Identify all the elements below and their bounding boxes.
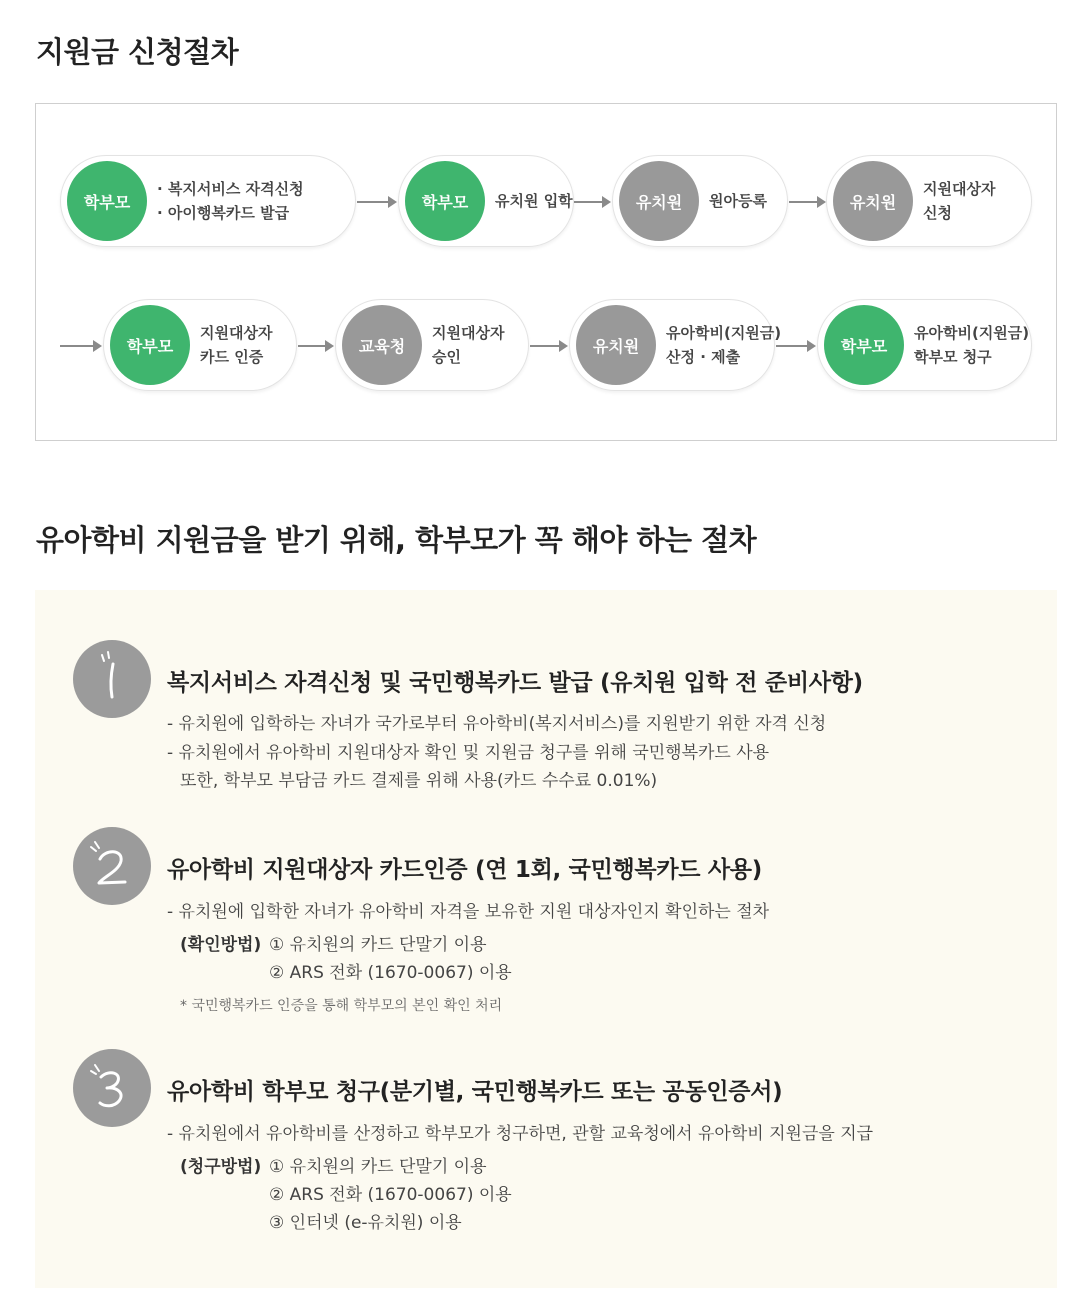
page-title: 지원금 신청절차 xyxy=(36,35,239,69)
actor-badge: 교육청 xyxy=(342,305,422,385)
step-line: · 복지서비스 자격신청 xyxy=(157,180,304,198)
actor-badge: 유치원 xyxy=(833,161,913,241)
method-item: ③ 인터넷 (e-유치원) 이용 xyxy=(269,1213,462,1233)
actor-badge: 학부모 xyxy=(824,305,904,385)
flow-step-2 xyxy=(398,155,574,247)
item-desc: - 유치원에서 유아학비를 산정하고 학부모가 청구하면, 관할 교육청에서 유아학비 지원금을 지급 xyxy=(167,1124,874,1144)
step-line: 학부모 청구 xyxy=(914,348,992,366)
step-number-3-icon xyxy=(73,1049,151,1127)
step-line: 지원대상자 xyxy=(432,324,505,342)
process-flow-box xyxy=(35,103,1057,441)
arrow-right-icon xyxy=(530,345,566,347)
step-line: 원아등록 xyxy=(709,192,767,210)
step-number-1-icon xyxy=(73,640,151,718)
actor-badge: 학부모 xyxy=(405,161,485,241)
method-label: (확인방법) xyxy=(180,935,262,955)
method-item: ① 유치원의 카드 단말기 이용 xyxy=(269,935,487,955)
step-line: 산정 · 제출 xyxy=(666,348,741,366)
actor-badge: 유치원 xyxy=(619,161,699,241)
flow-step-4 xyxy=(826,155,1032,247)
item-title-3: 유아학비 학부모 청구(분기별, 국민행복카드 또는 공동인증서) xyxy=(167,1079,783,1105)
actor-badge: 유치원 xyxy=(576,305,656,385)
item-desc: - 유치원에서 유아학비 지원대상자 확인 및 지원금 청구를 위해 국민행복카드 사용 xyxy=(167,743,770,763)
section-title: 유아학비 지원금을 받기 위해, 학부모가 꼭 해야 하는 절차 xyxy=(36,523,757,557)
step-line: 유아학비(지원금) xyxy=(666,324,782,342)
item-title-2: 유아학비 지원대상자 카드인증 (연 1회, 국민행복카드 사용) xyxy=(167,857,762,883)
method-item: ② ARS 전화 (1670-0067) 이용 xyxy=(269,1185,512,1205)
arrow-right-icon xyxy=(298,345,332,347)
method-item: ① 유치원의 카드 단말기 이용 xyxy=(269,1157,487,1177)
footnote: * 국민행복카드 인증을 통해 학부모의 본인 확인 처리 xyxy=(180,998,503,1014)
arrow-right-icon xyxy=(776,345,814,347)
flow-step-7 xyxy=(569,299,782,391)
step-line: · 아이행복카드 발급 xyxy=(157,204,290,222)
actor-badge: 학부모 xyxy=(67,161,147,241)
flow-step-6 xyxy=(335,299,529,391)
item-title-1: 복지서비스 자격신청 및 국민행복카드 발급 (유치원 입학 전 준비사항) xyxy=(167,670,863,696)
flow-step-1 xyxy=(60,155,356,247)
arrow-right-icon xyxy=(60,345,100,347)
step-line: 카드 인증 xyxy=(200,348,264,366)
step-line: 지원대상자 xyxy=(200,324,273,342)
step-line: 유치원 입학 xyxy=(495,192,573,210)
flow-step-8 xyxy=(817,299,1032,391)
item-desc: - 유치원에 입학하는 자녀가 국가로부터 유아학비(복지서비스)를 지원받기 위한 자격 신청 xyxy=(167,714,827,734)
step-line: 지원대상자 xyxy=(923,180,996,198)
flow-step-3 xyxy=(612,155,788,247)
step-number-2-icon xyxy=(73,827,151,905)
item-desc: - 유치원에 입학한 자녀가 유아학비 자격을 보유한 지원 대상자인지 확인하는 절차 xyxy=(167,902,770,922)
actor-badge: 학부모 xyxy=(110,305,190,385)
item-desc: 또한, 학부모 부담금 카드 결제를 위해 사용(카드 수수료 0.01%) xyxy=(180,771,658,791)
method-label: (청구방법) xyxy=(180,1157,262,1177)
arrow-right-icon xyxy=(574,201,609,203)
method-item: ② ARS 전화 (1670-0067) 이용 xyxy=(269,963,512,983)
flow-step-5 xyxy=(103,299,297,391)
step-line: 유아학비(지원금) xyxy=(914,324,1030,342)
step-line: 신청 xyxy=(923,204,952,222)
arrow-right-icon xyxy=(789,201,824,203)
arrow-right-icon xyxy=(357,201,395,203)
step-line: 승인 xyxy=(432,348,461,366)
